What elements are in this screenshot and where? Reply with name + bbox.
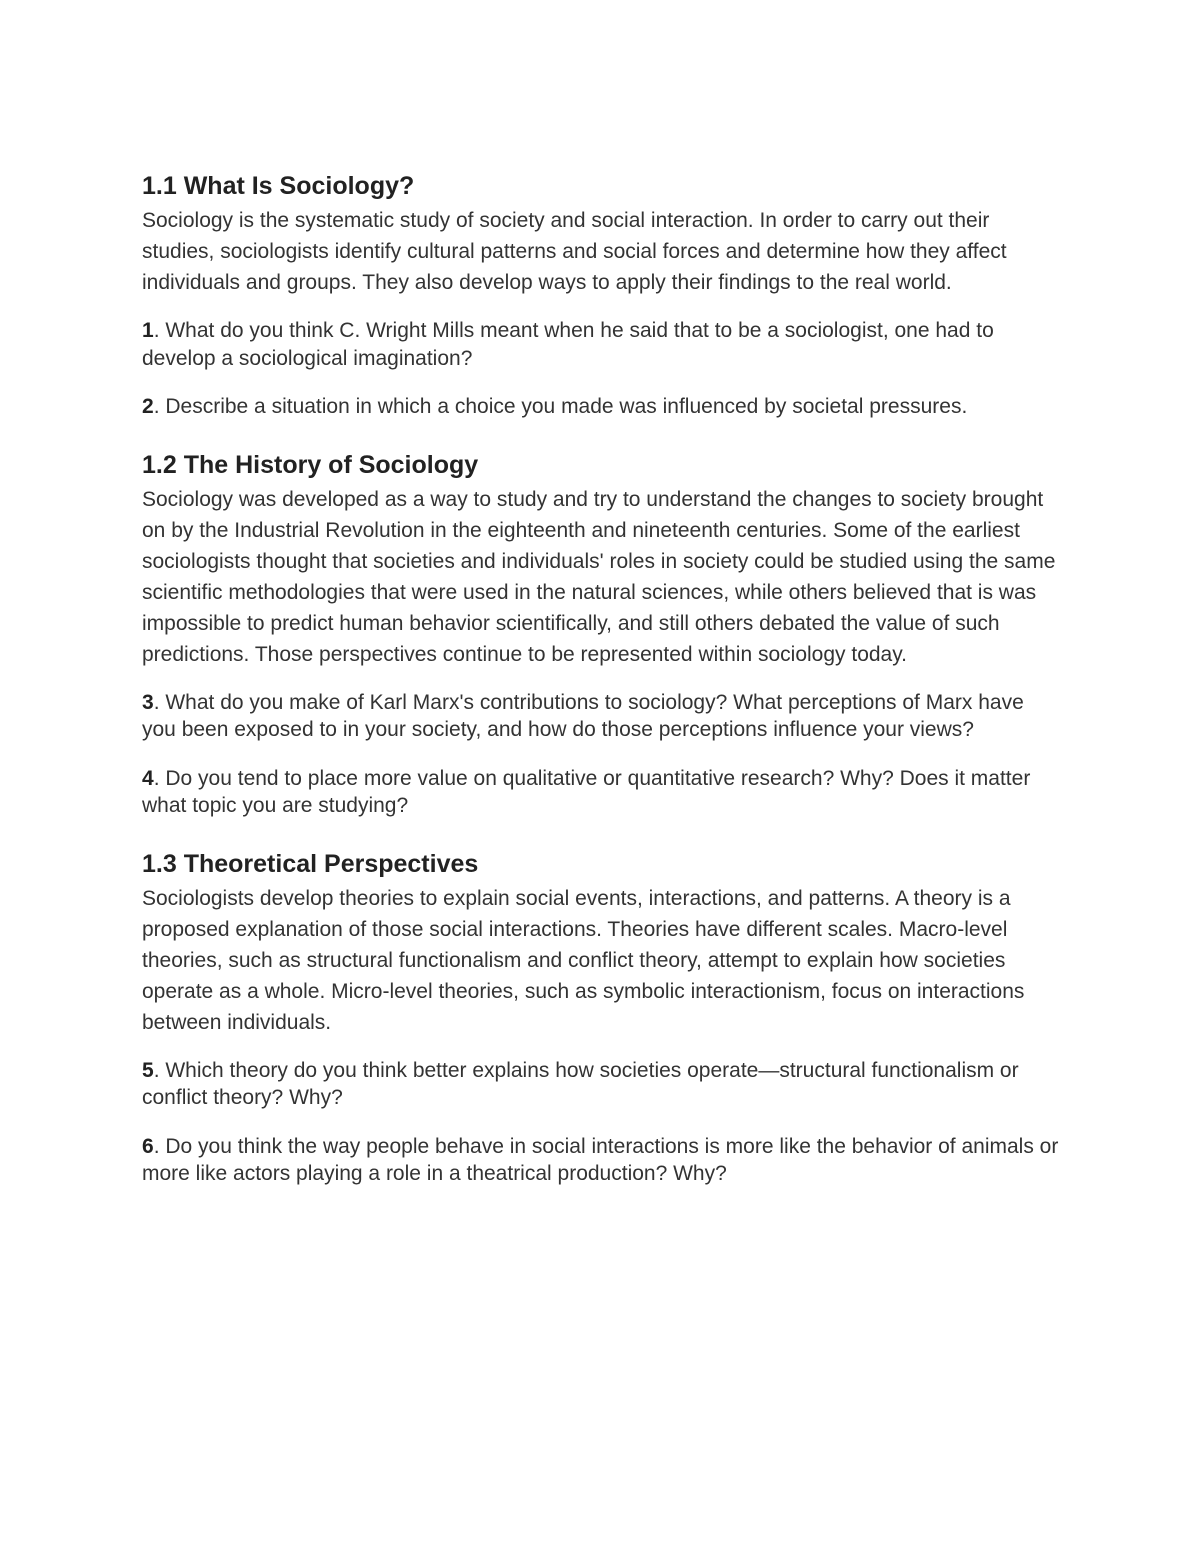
section-heading: 1.2 The History of Sociology (142, 450, 479, 479)
section-heading: 1.1 What Is Sociology? (142, 172, 415, 200)
question-number: 4 (142, 766, 154, 790)
section-theoretical-perspectives (142, 846, 1062, 1188)
question-number: 5 (142, 1058, 154, 1082)
document-page (142, 168, 1062, 1209)
question-item (142, 689, 1062, 744)
question-item (142, 1133, 1062, 1188)
section-history-of-sociology (142, 447, 1062, 820)
question-item (142, 393, 1062, 421)
section-heading: 1.3 Theoretical Perspectives (142, 849, 479, 878)
question-text: . What do you make of Karl Marx's contributions to sociology? What perceptions of Marx have you been exposed to in your society, and how do those perceptions influence your views? (142, 690, 1024, 741)
question-item (142, 765, 1062, 820)
question-text: . Do you tend to place more value on qualitative or quantitative research? Why? Does it matter what topic you are studying? (142, 766, 1031, 817)
question-number: 2 (142, 395, 154, 418)
question-item (142, 1057, 1062, 1112)
question-number: 1 (142, 319, 154, 342)
question-number: 6 (142, 1134, 154, 1158)
section-summary: Sociology is the systematic study of society and social interaction. In order to carry out their studies, sociologists identify cultural patterns and social forces and determine how they affect individuals and groups. They also develop ways to apply their findings to the real world. (142, 209, 1007, 294)
section-summary: Sociology was developed as a way to study and try to understand the changes to society brought on by the Industrial Revolution in the eighteenth and nineteenth centuries. Some of the earliest sociologists thought that societies and individuals' roles in society could be studied using the same scientific methodologies that were used in the natural sciences, while others believed that is was impossible to predict human behavior scientifically, and still others debated the value of such predictions. Those perspectives continue to be represented within sociology today. (142, 487, 1056, 666)
question-text: . Which theory do you think better explains how societies operate—structural functionalism or conflict theory? Why? (142, 1058, 1019, 1109)
section-summary: Sociologists develop theories to explain social events, interactions, and patterns. A theory is a proposed explanation of those social interactions. Theories have different scales. Macro-level theories, such as structural functionalism and conflict theory, attempt to explain how societies operate as a whole. Micro-level theories, such as symbolic interactionism, focus on interactions between individuals. (142, 886, 1025, 1034)
question-item (142, 317, 1062, 372)
question-text: . Do you think the way people behave in social interactions is more like the behavior of animals or more like actors playing a role in a theatrical production? Why? (142, 1134, 1059, 1185)
question-text: . What do you think C. Wright Mills meant when he said that to be a sociologist, one had to develop a sociological imagination? (142, 319, 994, 370)
section-what-is-sociology (142, 168, 1062, 421)
question-number: 3 (142, 690, 154, 714)
question-text: . Describe a situation in which a choice you made was influenced by societal pressures. (153, 395, 968, 418)
